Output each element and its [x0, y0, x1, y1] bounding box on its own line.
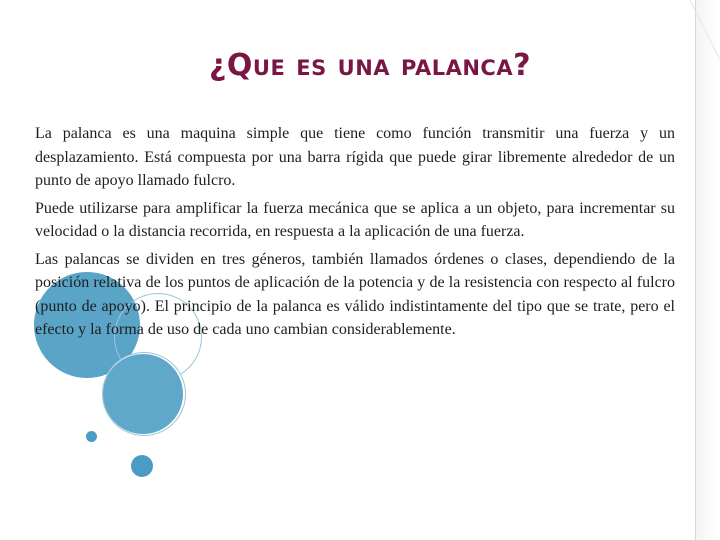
decorative-circle-medium: [103, 354, 183, 434]
slide-body: [35, 122, 675, 346]
slide-title: [150, 44, 590, 88]
paragraph: La palanca es una maquina simple que tiene como función transmitir una fuerza y un desplazamiento. Está compuesta por una barra rígida que puede girar libremente alrededor de un punto de apoyo llamado fulcro.: [35, 125, 675, 189]
decorative-dot-small: [86, 431, 97, 442]
paragraph: Las palancas se dividen en tres géneros, también llamados órdenes o clases, dependiendo de la posición relativa de los puntos de aplicación de la potencia y de la resistencia con respecto al fulcro (punto de apoyo). El principio de la palanca es válido indistintamente del tipo que se trate, pero el efecto y la forma de uso de cada uno cambian considerablemente.: [35, 250, 675, 338]
slide-title-prefix: ¿Q: [209, 48, 253, 83]
paragraph: Puede utilizarse para amplificar la fuerza mecánica que se aplica a un objeto, para incrementar su velocidad o la distancia recorrida, en respuesta a la aplicación de una fuerza.: [35, 199, 675, 240]
decorative-dot: [131, 455, 153, 477]
slide-title-rest: ue es una palanca?: [252, 48, 531, 83]
